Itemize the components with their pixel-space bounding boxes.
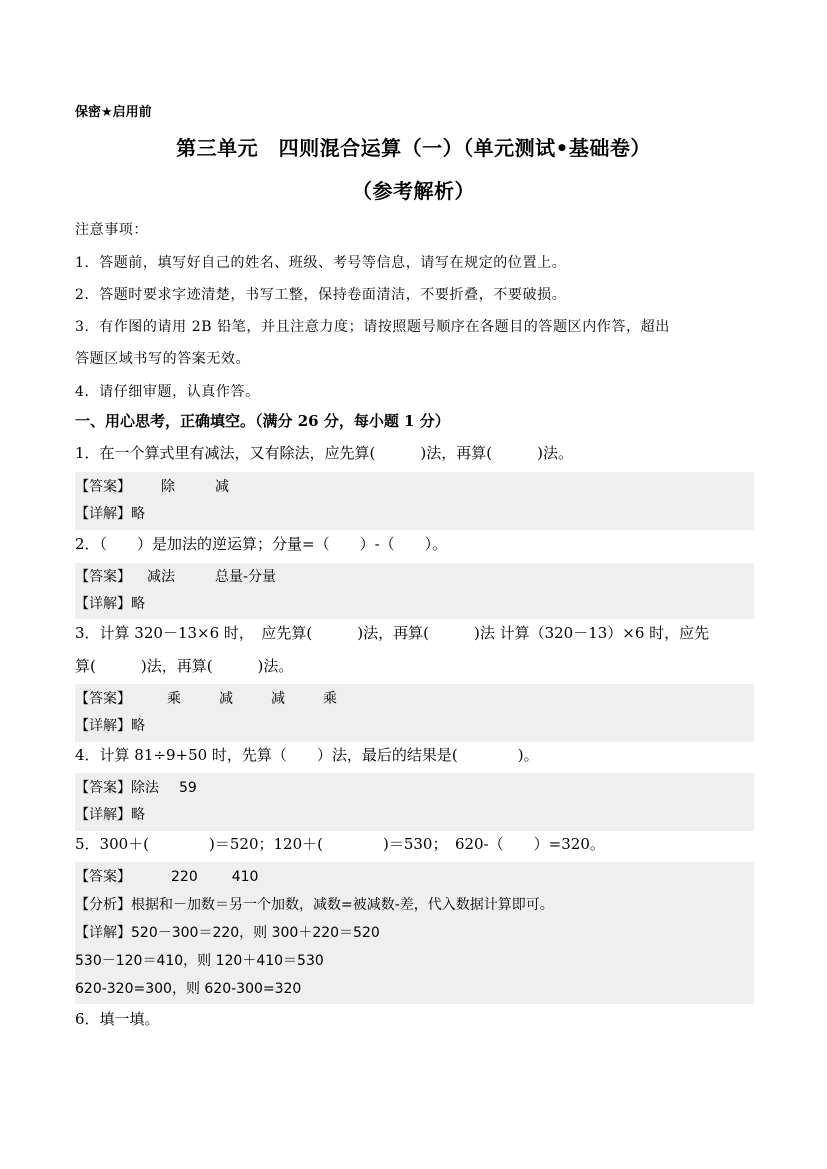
answer-value: 减 xyxy=(271,691,285,707)
answer-value: 总量-分量 xyxy=(215,569,277,585)
answer-box-1 xyxy=(75,472,754,530)
question-3-cont: 算( )法，再算( )法。 xyxy=(75,657,294,675)
question-1: 1．在一个算式里有减法，又有除法，应先算( )法，再算( )法。 xyxy=(75,444,573,462)
detail-value: 略 xyxy=(131,807,145,823)
question-6: 6．填一填。 xyxy=(75,1010,160,1028)
answer-box-3 xyxy=(75,684,754,742)
answer-box-2 xyxy=(75,563,754,619)
answer-row xyxy=(75,688,337,708)
answer-value: 220 xyxy=(171,869,198,885)
question-3: 3．计算 320－13×6 时， 应先算( )法，再算( )法 计算（320－13）×6 时，应先 xyxy=(75,624,710,642)
answer-value: 410 xyxy=(231,869,259,885)
notice-item-3-cont: 答题区域书写的答案无效。 xyxy=(75,351,251,367)
section-title: 一、用心思考，正确填空。（满分 26 分，每小题 1 分） xyxy=(75,412,450,430)
answer-row xyxy=(75,476,229,496)
answer-value: 减 xyxy=(215,479,229,495)
notice-heading: 注意事项： xyxy=(75,222,148,238)
detail-label: 【详解】 xyxy=(75,807,131,823)
detail-label: 【详解】 xyxy=(75,506,131,522)
detail-value: 520－300＝220，则 300＋220＝520 xyxy=(131,925,380,941)
answer-label: 【答案】 xyxy=(75,869,131,885)
analysis-value: 根据和－加数＝另一个加数，减数=被减数-差，代入数据计算即可。 xyxy=(131,897,554,913)
answer-value: 减法 xyxy=(147,569,175,585)
answer-value: 减 xyxy=(219,691,233,707)
answer-value: 乘 xyxy=(167,691,181,707)
detail-label: 【详解】 xyxy=(75,925,131,941)
detail-value: 略 xyxy=(131,718,145,734)
detail-value: 略 xyxy=(131,596,145,612)
answer-box-4 xyxy=(75,773,754,831)
detail-row xyxy=(75,715,145,735)
detail-line: 530－120＝410，则 120＋410＝530 xyxy=(75,953,324,969)
answer-row xyxy=(75,866,258,886)
answer-row xyxy=(75,566,276,586)
document-title: 第三单元 四则混合运算（一）（单元测试•基础卷） xyxy=(176,136,651,160)
answer-label: 【答案】 xyxy=(75,780,131,796)
question-4: 4．计算 81÷9+50 时，先算（ ）法，最后的结果是( )。 xyxy=(75,746,539,764)
confidential-label: 保密★启用前 xyxy=(75,105,152,120)
document-subtitle: （参考解析） xyxy=(352,179,475,203)
answer-value: 除法 xyxy=(131,780,159,796)
answer-value: 除 xyxy=(161,479,175,495)
answer-value: 59 xyxy=(179,780,197,796)
notice-item-1: 1．答题前，填写好自己的姓名、班级、考号等信息，请写在规定的位置上。 xyxy=(75,255,567,271)
detail-label: 【详解】 xyxy=(75,596,131,612)
notice-item-4: 4．请仔细审题，认真作答。 xyxy=(75,384,260,400)
detail-row xyxy=(75,922,380,942)
answer-label: 【答案】 xyxy=(75,569,131,585)
answer-box-5 xyxy=(75,862,754,1004)
answer-row xyxy=(75,777,197,797)
detail-row xyxy=(75,593,145,613)
analysis-label: 【分析】 xyxy=(75,897,131,913)
analysis-row xyxy=(75,894,554,914)
answer-label: 【答案】 xyxy=(75,479,131,495)
question-5: 5．300＋( )＝520；120＋( )＝530； 620-（ ）=320。 xyxy=(75,835,605,853)
detail-line: 620-320=300，则 620-300=320 xyxy=(75,981,302,997)
notice-item-3: 3．有作图的请用 2B 铅笔，并且注意力度；请按照题号顺序在各题目的答题区内作答，超出 xyxy=(75,319,670,335)
detail-row xyxy=(75,503,145,523)
question-2: 2．（ ）是加法的逆运算；分量=（ ）-（ ）。 xyxy=(75,535,448,553)
detail-label: 【详解】 xyxy=(75,718,131,734)
notice-item-2: 2．答题时要求字迹清楚，书写工整，保持卷面清洁，不要折叠，不要破损。 xyxy=(75,287,567,303)
detail-value: 略 xyxy=(131,506,145,522)
detail-row xyxy=(75,804,145,824)
answer-label: 【答案】 xyxy=(75,691,131,707)
answer-value: 乘 xyxy=(323,691,337,707)
